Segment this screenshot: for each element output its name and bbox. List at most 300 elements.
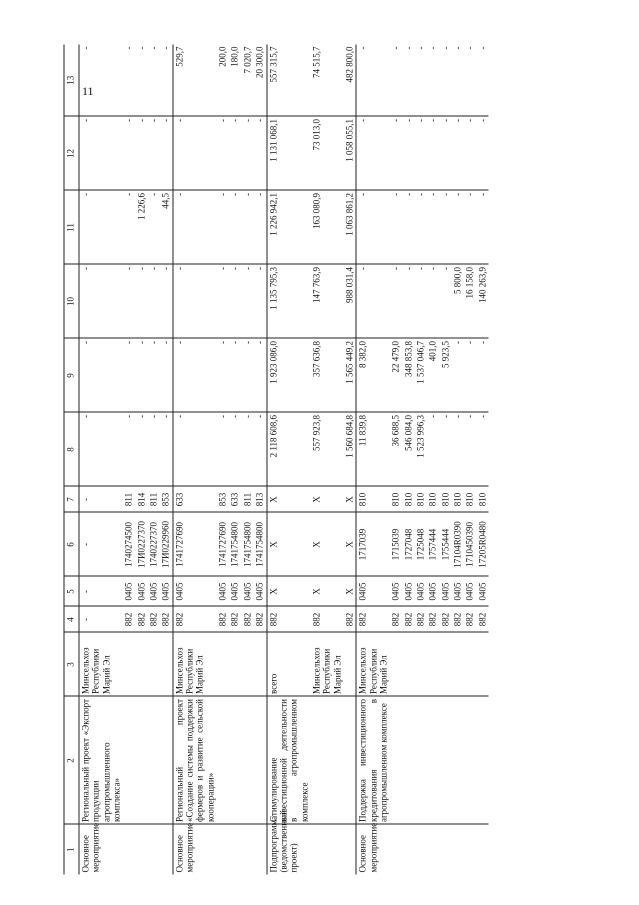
table-cell — [464, 633, 476, 697]
table-cell: - — [414, 265, 426, 339]
table-cell: - — [439, 45, 451, 117]
table-cell — [160, 633, 173, 697]
table-cell: - — [427, 117, 439, 191]
table-cell: X — [343, 487, 356, 513]
table-cell: 1 135 795,3 — [267, 265, 311, 339]
table-cell: - — [229, 265, 241, 339]
table-cell: - — [241, 265, 253, 339]
table-cell: - — [464, 117, 476, 191]
table-cell: 810 — [476, 487, 488, 513]
table-cell: 882 — [135, 607, 147, 633]
table-cell: 882 — [390, 607, 402, 633]
table-cell: 882 — [414, 607, 426, 633]
table-cell: X — [310, 487, 343, 513]
table-cell: - — [241, 413, 253, 487]
table-cell: - — [402, 265, 414, 339]
table-cell: 882 — [310, 607, 343, 633]
table-cell: X — [310, 577, 343, 607]
table-row — [229, 45, 241, 875]
table-row — [390, 45, 402, 875]
table-cell: X — [310, 513, 343, 577]
table-cell: - — [427, 191, 439, 265]
table-cell — [310, 825, 343, 875]
table-cell: 882 — [217, 607, 229, 633]
table-cell — [476, 825, 488, 875]
table-cell: 16 158,0 — [464, 265, 476, 339]
table-cell: - — [356, 117, 390, 191]
table-cell: - — [452, 117, 464, 191]
table-cell — [160, 825, 173, 875]
table-cell: X — [267, 513, 311, 577]
table-cell: - — [452, 191, 464, 265]
table-cell: - — [476, 339, 488, 413]
column-header: 2 — [64, 697, 79, 825]
table-cell: - — [241, 191, 253, 265]
table-cell: - — [229, 191, 241, 265]
table-cell: 810 — [402, 487, 414, 513]
table-cell: - — [254, 339, 267, 413]
table-cell: 633 — [173, 487, 217, 513]
table-row — [439, 45, 451, 875]
table-cell: - — [148, 413, 160, 487]
table-cell: 1 226 942,1 — [267, 191, 311, 265]
table-cell: - — [79, 45, 123, 117]
table-cell: 882 — [476, 607, 488, 633]
table-cell: - — [79, 487, 123, 513]
table-cell: 529,7 — [173, 45, 217, 117]
table-row — [160, 45, 173, 875]
table-cell: Основное мероприятие — [79, 825, 123, 875]
table-body — [79, 45, 489, 875]
table-cell — [229, 697, 241, 825]
table-cell: Региональный проект «Создание системы поддержки фермеров и развитие сельской кооперации» — [173, 697, 217, 825]
table-cell: - — [135, 339, 147, 413]
table-cell — [343, 825, 356, 875]
table-cell: - — [173, 191, 217, 265]
table-cell: - — [241, 339, 253, 413]
table-cell: Стимулирование инвестиционной деятельности в агропромышленном комплексе — [267, 697, 311, 825]
table-cell: 20 300,0 — [254, 45, 267, 117]
table-cell: - — [148, 339, 160, 413]
table-cell: - — [476, 45, 488, 117]
table-cell — [148, 697, 160, 825]
table-cell — [414, 633, 426, 697]
table-cell: - — [79, 265, 123, 339]
table-cell: - — [254, 117, 267, 191]
table-cell: - — [79, 413, 123, 487]
table-cell: 882 — [427, 607, 439, 633]
table-cell: - — [123, 117, 135, 191]
table-cell: 882 — [343, 607, 356, 633]
table-cell: 0405 — [464, 577, 476, 607]
table-cell: - — [229, 413, 241, 487]
table-row — [254, 45, 267, 875]
table-cell: - — [414, 45, 426, 117]
table-cell: Минсельхоз Республики Марий Эл — [356, 633, 390, 697]
table-cell: 482 800,0 — [343, 45, 356, 117]
table-cell — [123, 697, 135, 825]
table-cell: 882 — [160, 607, 173, 633]
table-cell: 853 — [160, 487, 173, 513]
table-cell: - — [135, 413, 147, 487]
table-cell: 401,0 — [427, 339, 439, 413]
table-cell: 0405 — [229, 577, 241, 607]
table-cell: 811 — [148, 487, 160, 513]
table-cell: всего — [267, 633, 311, 697]
table-cell: 1755444 — [439, 513, 451, 577]
table-cell: 1 923 086,0 — [267, 339, 311, 413]
column-header: 3 — [64, 633, 79, 697]
table-cell: 882 — [254, 607, 267, 633]
table-cell: 0405 — [452, 577, 464, 607]
table-row — [217, 45, 229, 875]
table-cell: 1717039 — [356, 513, 390, 577]
table-cell — [414, 825, 426, 875]
table-cell: - — [79, 117, 123, 191]
table-cell: - — [254, 191, 267, 265]
table-cell: - — [160, 45, 173, 117]
table-cell — [464, 825, 476, 875]
table-cell — [476, 633, 488, 697]
table-cell: - — [173, 413, 217, 487]
table-cell: - — [476, 191, 488, 265]
table-cell: - — [414, 191, 426, 265]
table-cell: 1 063 861,2 — [343, 191, 356, 265]
table-cell: - — [229, 339, 241, 413]
table-cell — [135, 633, 147, 697]
table-cell: 0405 — [356, 577, 390, 607]
table-cell: 0405 — [135, 577, 147, 607]
table-cell: 810 — [439, 487, 451, 513]
table-cell: - — [356, 191, 390, 265]
table-cell: X — [267, 487, 311, 513]
table-cell: 988 031,4 — [343, 265, 356, 339]
column-header: 4 — [64, 607, 79, 633]
table-cell: 810 — [427, 487, 439, 513]
table-cell: 813 — [254, 487, 267, 513]
table-cell: - — [464, 413, 476, 487]
table-row — [476, 45, 488, 875]
table-cell: 882 — [402, 607, 414, 633]
table-row — [356, 45, 390, 875]
table-cell — [310, 697, 343, 825]
table-cell: 0405 — [217, 577, 229, 607]
table-cell: 882 — [241, 607, 253, 633]
table-cell: 0405 — [148, 577, 160, 607]
table-cell: 1727048 — [402, 513, 414, 577]
table-cell — [427, 697, 439, 825]
table-cell: 5 923,5 — [439, 339, 451, 413]
table-cell: 1725048 — [414, 513, 426, 577]
table-cell — [427, 633, 439, 697]
table-cell: 882 — [123, 607, 135, 633]
table-cell: 0405 — [241, 577, 253, 607]
table-cell: - — [229, 117, 241, 191]
table-cell: 357 636,8 — [310, 339, 343, 413]
table-cell: - — [79, 191, 123, 265]
table-cell: - — [464, 339, 476, 413]
rotated-table-container — [64, 45, 579, 875]
table-cell — [241, 697, 253, 825]
table-row — [79, 45, 123, 875]
column-header: 8 — [64, 413, 79, 487]
table-cell — [217, 825, 229, 875]
table-cell: - — [356, 45, 390, 117]
table-cell: - — [439, 117, 451, 191]
table-cell — [123, 633, 135, 697]
table-row — [267, 45, 311, 875]
table-cell: 882 — [439, 607, 451, 633]
table-cell: - — [452, 45, 464, 117]
table-cell: X — [343, 577, 356, 607]
table-cell — [160, 697, 173, 825]
table-cell — [254, 633, 267, 697]
table-cell — [390, 633, 402, 697]
table-cell: - — [452, 413, 464, 487]
table-cell — [402, 825, 414, 875]
table-cell: - — [241, 117, 253, 191]
table-cell: 0405 — [390, 577, 402, 607]
table-cell: Основное мероприятие — [356, 825, 390, 875]
table-cell: - — [452, 339, 464, 413]
table-cell — [452, 633, 464, 697]
table-cell — [343, 697, 356, 825]
table-cell — [402, 633, 414, 697]
table-header-row — [64, 45, 79, 875]
table-cell: - — [254, 413, 267, 487]
table-cell: 853 — [217, 487, 229, 513]
table-cell — [123, 825, 135, 875]
table-cell: 0405 — [160, 577, 173, 607]
table-cell: 0405 — [254, 577, 267, 607]
table-cell: 140 263,9 — [476, 265, 488, 339]
table-cell: 0405 — [402, 577, 414, 607]
table-cell — [439, 633, 451, 697]
table-cell: 1715039 — [390, 513, 402, 577]
table-cell: - — [148, 265, 160, 339]
table-cell: 1741727690 — [173, 513, 217, 577]
table-cell: 5 800,0 — [452, 265, 464, 339]
table-cell: 1 565 449,2 — [343, 339, 356, 413]
table-cell — [217, 633, 229, 697]
table-cell — [476, 697, 488, 825]
table-cell: - — [427, 413, 439, 487]
table-cell: 1 537 046,7 — [414, 339, 426, 413]
column-header: 6 — [64, 513, 79, 577]
table-cell: 546 084,0 — [402, 413, 414, 487]
table-cell: 810 — [390, 487, 402, 513]
table-cell: - — [427, 45, 439, 117]
table-cell: - — [427, 265, 439, 339]
table-cell: 0405 — [439, 577, 451, 607]
table-cell: 882 — [356, 607, 390, 633]
table-cell: 0405 — [123, 577, 135, 607]
table-cell: - — [79, 513, 123, 577]
table-cell: 0405 — [427, 577, 439, 607]
table-cell — [254, 697, 267, 825]
table-cell: - — [173, 265, 217, 339]
table-cell — [241, 633, 253, 697]
table-cell — [414, 697, 426, 825]
table-cell: 1 226,6 — [135, 191, 147, 265]
table-cell: - — [439, 413, 451, 487]
table-cell — [390, 825, 402, 875]
table-cell: 810 — [356, 487, 390, 513]
table-cell: 17И0229960 — [160, 513, 173, 577]
table-cell — [229, 633, 241, 697]
table-cell: - — [476, 413, 488, 487]
table-cell: 0405 — [414, 577, 426, 607]
table-cell: - — [135, 265, 147, 339]
table-cell: Минсельхоз Республики Марий Эл — [310, 633, 343, 697]
table-cell: - — [123, 45, 135, 117]
table-cell: 1757444 — [427, 513, 439, 577]
table-cell — [390, 697, 402, 825]
column-header: 12 — [64, 117, 79, 191]
column-header: 13 — [64, 45, 79, 117]
table-cell: 1740274500 — [123, 513, 135, 577]
table-cell: X — [343, 513, 356, 577]
table-cell: 22 479,0 — [390, 339, 402, 413]
table-cell: 73 013,0 — [310, 117, 343, 191]
table-cell: - — [123, 265, 135, 339]
table-cell: 1741754800 — [254, 513, 267, 577]
table-cell: Основное мероприятие — [173, 825, 217, 875]
table-cell: 17205R0480 — [476, 513, 488, 577]
table-cell: 7 020,7 — [241, 45, 253, 117]
table-cell: 882 — [452, 607, 464, 633]
table-cell: 814 — [135, 487, 147, 513]
table-cell — [135, 697, 147, 825]
table-cell: - — [476, 117, 488, 191]
table-cell — [217, 697, 229, 825]
table-cell: 1741754800 — [229, 513, 241, 577]
table-cell: 1710450390 — [464, 513, 476, 577]
table-cell: 1740227370 — [148, 513, 160, 577]
table-cell: 557 923,8 — [310, 413, 343, 487]
table-cell: 811 — [241, 487, 253, 513]
table-cell: 810 — [414, 487, 426, 513]
table-cell — [452, 825, 464, 875]
table-cell — [402, 697, 414, 825]
table-cell: 1 058 055,1 — [343, 117, 356, 191]
column-header: 5 — [64, 577, 79, 607]
table-cell — [135, 825, 147, 875]
table-cell: 882 — [148, 607, 160, 633]
column-header: 9 — [64, 339, 79, 413]
table-cell: - — [402, 117, 414, 191]
table-cell: X — [267, 577, 311, 607]
table-cell — [229, 825, 241, 875]
table-cell: - — [254, 265, 267, 339]
column-header: 1 — [64, 825, 79, 875]
table-cell: 17И0227370 — [135, 513, 147, 577]
table-cell — [439, 825, 451, 875]
table-cell — [439, 697, 451, 825]
table-cell: Региональный проект «Экспорт продукции агропромышленного комплекса» — [79, 697, 123, 825]
table-cell — [452, 697, 464, 825]
table-cell: 163 080,9 — [310, 191, 343, 265]
table-cell: 882 — [173, 607, 217, 633]
table-cell: - — [148, 191, 160, 265]
table-cell — [464, 697, 476, 825]
table-cell — [148, 825, 160, 875]
table-cell: 882 — [229, 607, 241, 633]
table-cell: 882 — [267, 607, 311, 633]
table-row — [241, 45, 253, 875]
table-row — [414, 45, 426, 875]
table-cell: 810 — [452, 487, 464, 513]
table-row — [148, 45, 160, 875]
table-cell: - — [402, 191, 414, 265]
table-cell: 0405 — [173, 577, 217, 607]
table-cell: - — [439, 265, 451, 339]
table-cell: Минсельхоз Республики Марий Эл — [173, 633, 217, 697]
table-cell: - — [390, 45, 402, 117]
table-cell: - — [217, 191, 229, 265]
table-cell: - — [123, 191, 135, 265]
table-row — [135, 45, 147, 875]
table-cell: 180,0 — [229, 45, 241, 117]
table-cell: - — [160, 265, 173, 339]
column-header: 10 — [64, 265, 79, 339]
table-cell: 44,5 — [160, 191, 173, 265]
table-cell — [148, 633, 160, 697]
table-cell: Минсельхоз Республики Марий Эл — [79, 633, 123, 697]
table-row — [427, 45, 439, 875]
table-cell: - — [217, 339, 229, 413]
table-cell: 1 523 996,3 — [414, 413, 426, 487]
table-cell: - — [123, 339, 135, 413]
table-cell: - — [79, 339, 123, 413]
table-row — [464, 45, 476, 875]
table-cell: 36 688,5 — [390, 413, 402, 487]
column-header: 11 — [64, 191, 79, 265]
table-cell: - — [390, 117, 402, 191]
table-cell: 1741754800 — [241, 513, 253, 577]
table-cell: - — [439, 191, 451, 265]
table-cell: 17104R0390 — [452, 513, 464, 577]
table-cell: - — [356, 265, 390, 339]
table-cell: - — [217, 413, 229, 487]
table-row — [173, 45, 217, 875]
table-cell: 8 382,0 — [356, 339, 390, 413]
table-cell: - — [160, 117, 173, 191]
table-cell — [254, 825, 267, 875]
table-cell: - — [123, 413, 135, 487]
table-cell: Подпрограмма (ведомственный проект) — [267, 825, 311, 875]
table-cell: - — [173, 339, 217, 413]
table-cell: - — [402, 45, 414, 117]
table-cell: - — [217, 117, 229, 191]
table-cell: - — [135, 117, 147, 191]
table-cell: 200,0 — [217, 45, 229, 117]
table-cell: - — [135, 45, 147, 117]
table-cell: - — [464, 191, 476, 265]
table-cell: 74 515,7 — [310, 45, 343, 117]
table-cell: - — [464, 45, 476, 117]
table-cell: - — [173, 117, 217, 191]
table-cell: 882 — [464, 607, 476, 633]
table-cell: - — [79, 607, 123, 633]
table-cell: 11 839,8 — [356, 413, 390, 487]
table-row — [402, 45, 414, 875]
table-row — [343, 45, 356, 875]
table-cell — [427, 825, 439, 875]
table-cell: 1 560 684,8 — [343, 413, 356, 487]
table-cell: 810 — [464, 487, 476, 513]
table-cell — [343, 633, 356, 697]
